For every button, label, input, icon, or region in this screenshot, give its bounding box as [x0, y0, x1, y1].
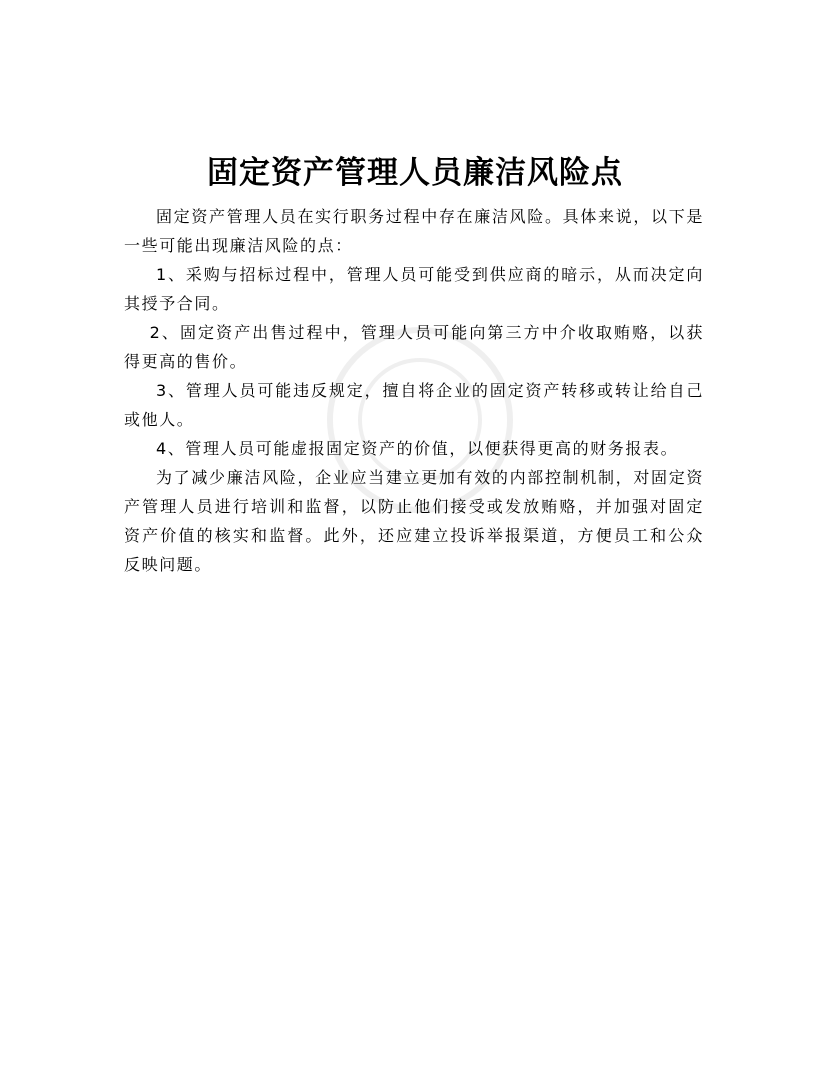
risk-point-3: 3、管理人员可能违反规定，擅自将企业的固定资产转移或转让给自己或他人。 [124, 381, 704, 429]
conclusion-paragraph: 为了减少廉洁风险，企业应当建立更加有效的内部控制机制，对固定资产管理人员进行培训和监督，以防止他们接受或发放贿赂，并加强对固定资产价值的核实和监督。此外，还应建立投诉举报渠道，方便员工和公众反映问题。 [124, 468, 704, 574]
document-title: 固定资产管理人员廉洁风险点 [207, 154, 623, 191]
risk-point-2: 2、固定资产出售过程中，管理人员可能向第三方中介收取贿赂，以获得更高的售价。 [124, 323, 704, 371]
document-body [124, 202, 704, 579]
intro-paragraph: 固定资产管理人员在实行职务过程中存在廉洁风险。具体来说，以下是一些可能出现廉洁风险的点： [124, 207, 704, 255]
risk-point-4: 4、管理人员可能虚报固定资产的价值，以便获得更高的财务报表。 [156, 439, 679, 458]
risk-point-1: 1、采购与招标过程中，管理人员可能受到供应商的暗示，从而决定向其授予合同。 [124, 265, 704, 313]
